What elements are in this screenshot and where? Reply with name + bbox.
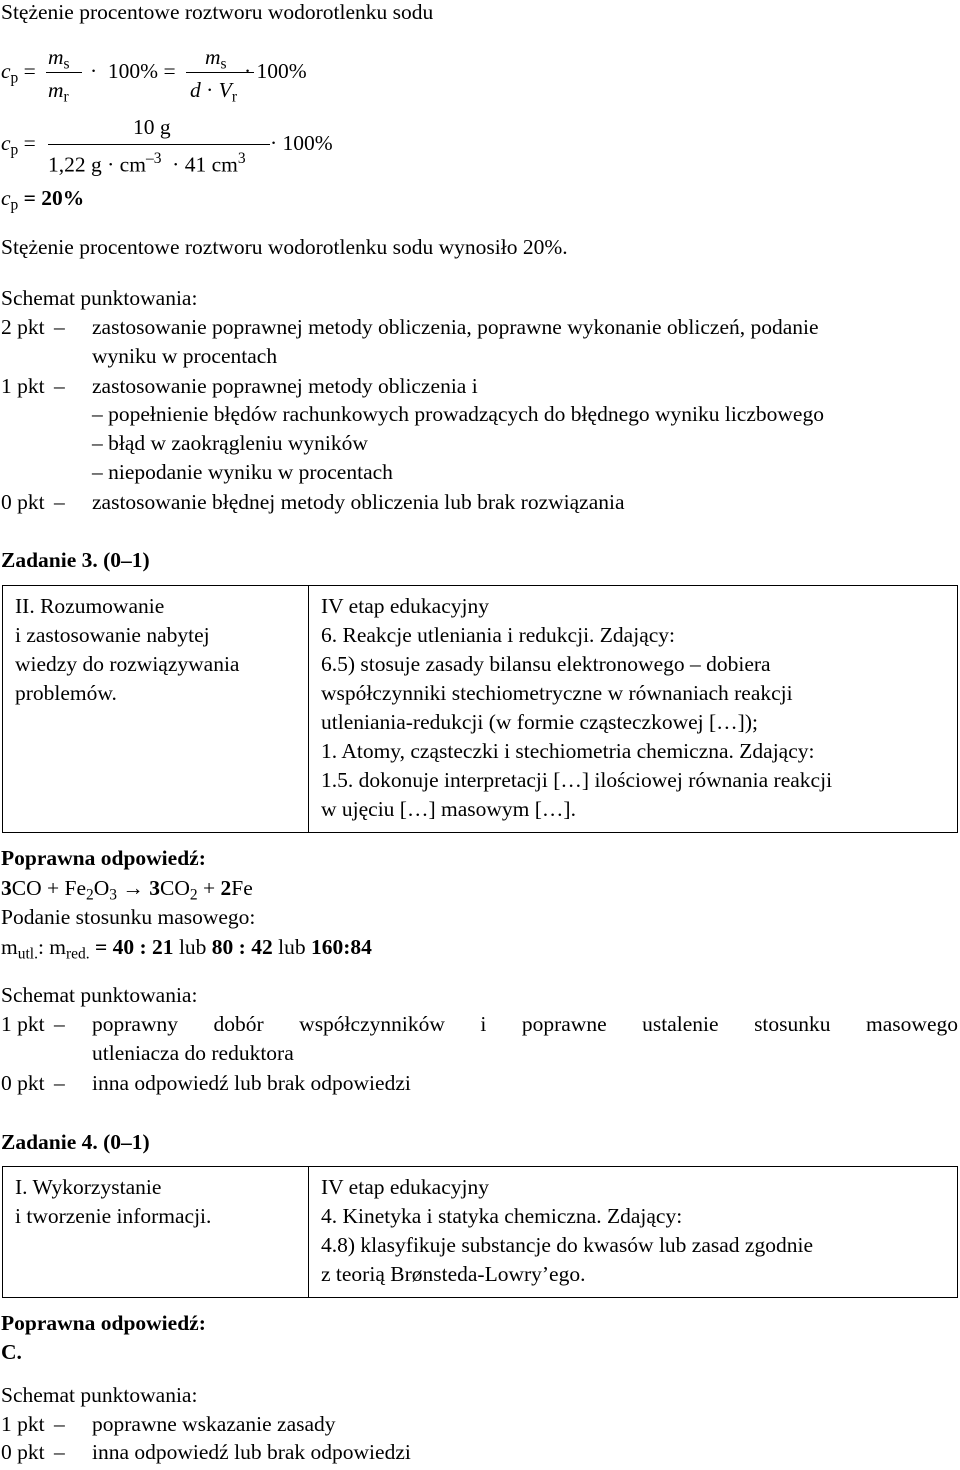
points-label: 1 pkt [1, 1412, 45, 1436]
criterion-text: poprawne wskazanie zasady [92, 1412, 336, 1436]
answer-value: C. [1, 1340, 22, 1364]
scoring-heading: Schemat punktowania: [1, 1383, 198, 1407]
fraction-bar-1 [46, 72, 82, 73]
detailed-requirement-cell: IV etap edukacyjny 4. Kinetyka i statyka chemiczna. Zdający: 4.8) klasyfikuje substancje do kwasów lub zasad zgodnie z teorią Brønsteda-Lowry’ego. [309, 1167, 958, 1298]
formula-2-end: · 100% [270, 131, 333, 155]
fraction-bar-3 [48, 144, 270, 145]
criterion-text: wyniku w procentach [92, 344, 278, 368]
points-label: 2 pkt [1, 315, 45, 339]
cp-symbol-2: $c_p$ = [1, 131, 36, 159]
general-requirement-cell: II. Rozumowanie i zastosowanie nabytej wiedzy do rozwiązywania problemów. [3, 586, 309, 833]
points-label: 0 pkt [1, 1440, 45, 1464]
task-4-requirements-table [2, 1166, 958, 1298]
criterion-text: inna odpowiedź lub brak odpowiedzi [92, 1071, 411, 1095]
mr-denominator: $m_r$ [48, 78, 69, 106]
task-3-heading: Zadanie 3. (0–1) [1, 548, 150, 572]
reaction-arrow: → [122, 876, 144, 900]
reaction-equation: $3CO + Fe_2O_3 \to 3CO_2 + 2Fe$ [1, 876, 253, 904]
calc-title: Stężenie procentowe roztworu wodorotlenku sodu [1, 0, 434, 24]
dash: – [54, 374, 65, 398]
dash: – [54, 1412, 65, 1436]
criterion-subitem: – niepodanie wyniku w procentach [92, 460, 393, 484]
dash: – [54, 1012, 65, 1036]
scoring-heading: Schemat punktowania: [1, 286, 198, 310]
mass-ratio-label: Podanie stosunku masowego: [1, 905, 256, 929]
criterion-subitem: – popełnienie błędów rachunkowych prowadzących do błędnego wyniku liczbowego [92, 402, 824, 426]
task-3-requirements-table [2, 585, 958, 833]
criterion-text: zastosowanie poprawnej metody obliczenia, poprawne wykonanie obliczeń, podanie [92, 315, 819, 339]
points-label: 0 pkt [1, 1071, 45, 1095]
formula-1-part: · 100% = [90, 59, 176, 83]
task-4-heading: Zadanie 4. (0–1) [1, 1130, 150, 1154]
dash: – [54, 1071, 65, 1095]
criterion-text: zastosowanie poprawnej metody obliczenia i [92, 374, 478, 398]
criterion-text: poprawny dobór współczynników i poprawne ustalenie stosunku masowego [92, 1012, 958, 1036]
criterion-subitem: – błąd w zaokrągleniu wyników [92, 431, 368, 455]
general-requirement-cell: I. Wykorzystanie i tworzenie informacji. [3, 1167, 309, 1298]
answer-heading: Poprawna odpowiedź: [1, 846, 206, 870]
dash: – [54, 1440, 65, 1464]
mass-ratio-values: $m_{utl.}$: $m_{red.} = 40$ : 21 lub 80 : 42 lub 160:84 [1, 935, 372, 963]
dash: – [54, 315, 65, 339]
criterion-text: inna odpowiedź lub brak odpowiedzi [92, 1440, 411, 1464]
dash: – [54, 490, 65, 514]
ms-numerator-1: $m_s$ [48, 45, 70, 73]
conclusion: Stężenie procentowe roztworu wodorotlenku sodu wynosiło 20%. [1, 235, 568, 259]
ms-numerator-2: $m_s$ [205, 45, 227, 73]
result-line: $c_p = 20\%$ [1, 186, 85, 214]
detailed-requirement-cell: IV etap edukacyjny 6. Reakcje utleniania i redukcji. Zdający: 6.5) stosuje zasady bilansu elektronowego – dobiera współczynniki stechiometryczne w równaniach reakcji utleniania-redukcji (w formie cząsteczkowej […]); 1. Atomy, cząsteczki i stechiometria chemiczna. Zdający: 1.5. dokonuje interpretacji […] ilościowej równania reakcji w ujęciu […] masowym […]. [309, 586, 958, 833]
d-vr-denominator: $d \cdot V_r$ [190, 78, 237, 106]
scoring-heading: Schemat punktowania: [1, 983, 198, 1007]
cp-symbol: $c_p$ = [1, 59, 36, 87]
answer-heading: Poprawna odpowiedź: [1, 1311, 206, 1335]
denominator-values: 1,22 $g \cdot cm^{-3} \cdot 41$ $cm^3$ [48, 150, 246, 177]
criterion-text: zastosowanie błędnej metody obliczenia lub brak rozwiązania [92, 490, 625, 514]
points-label: 1 pkt [1, 374, 45, 398]
numerator-10g: 10 g [133, 115, 171, 139]
points-label: 1 pkt [1, 1012, 45, 1036]
criterion-text: utleniacza do reduktora [92, 1041, 294, 1065]
formula-1-end: · 100% [244, 59, 307, 83]
points-label: 0 pkt [1, 490, 45, 514]
